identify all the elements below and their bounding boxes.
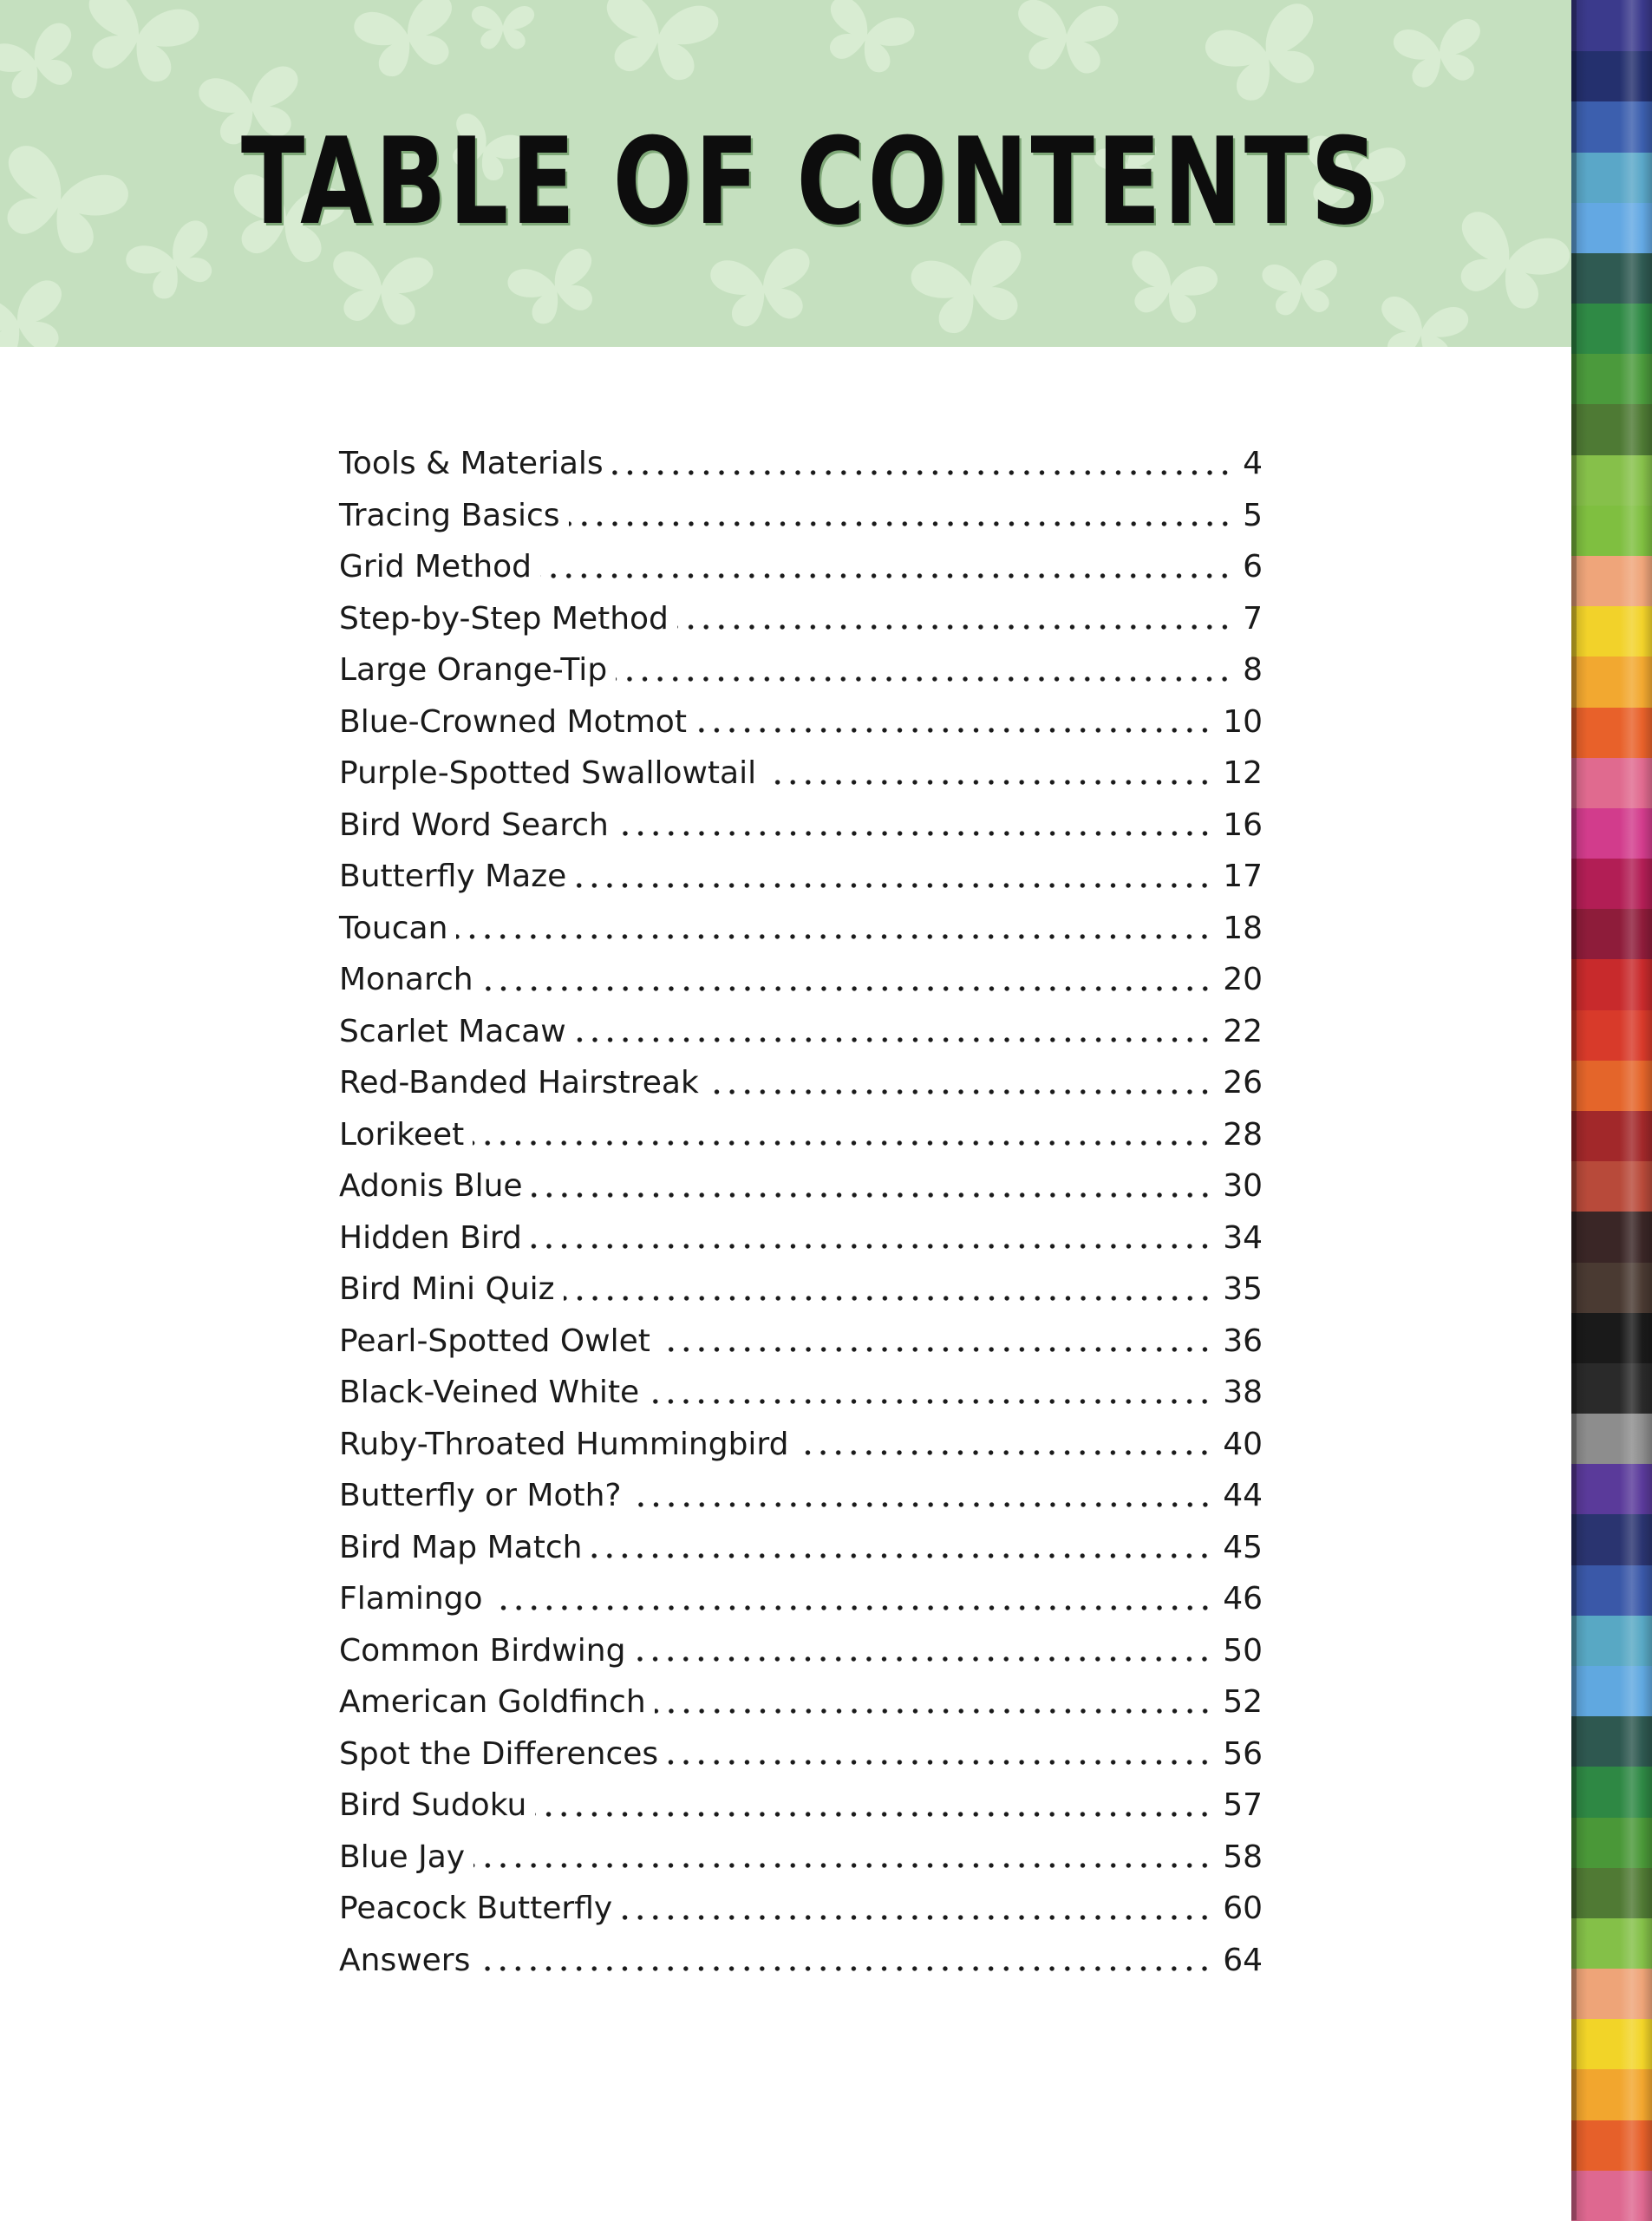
toc-entry-page-number: 18 <box>1223 910 1263 946</box>
pencil <box>1571 1766 1652 1817</box>
toc-dot-leader <box>473 1140 1212 1146</box>
toc-dot-leader <box>659 1346 1212 1353</box>
pencil <box>1571 1817 1652 1868</box>
toc-entry-page-number: 36 <box>1223 1323 1263 1359</box>
toc-entry[interactable] <box>339 1832 1263 1884</box>
toc-entry-page-number: 20 <box>1223 962 1263 997</box>
pencil <box>1571 1009 1652 1061</box>
toc-entry-title: Butterfly Maze <box>339 859 567 894</box>
toc-dot-leader <box>532 1192 1213 1199</box>
toc-dot-leader <box>612 469 1232 476</box>
toc-entry-page-number: 30 <box>1223 1168 1263 1204</box>
toc-dot-leader <box>456 933 1212 940</box>
pencil <box>1571 1262 1652 1313</box>
toc-dot-leader <box>617 830 1212 837</box>
pencil <box>1571 303 1652 354</box>
pencil <box>1571 252 1652 304</box>
toc-entry-page-number: 46 <box>1223 1581 1263 1617</box>
toc-entry-page-number: 4 <box>1243 446 1263 481</box>
toc-entry[interactable] <box>339 1212 1263 1264</box>
toc-entry-title: Large Orange-Tip <box>339 652 608 688</box>
toc-dot-leader <box>479 1965 1212 1972</box>
butterfly-icon <box>0 277 75 347</box>
toc-dot-leader <box>482 985 1213 992</box>
toc-entry[interactable] <box>339 1780 1263 1832</box>
toc-entry[interactable] <box>339 438 1263 490</box>
butterfly-icon <box>74 0 203 89</box>
toc-entry[interactable] <box>339 1419 1263 1471</box>
toc-entry-title: Tools & Materials <box>339 446 604 481</box>
toc-entry-title: Butterfly or Moth? <box>339 1478 622 1513</box>
toc-entry-title: Hidden Bird <box>339 1219 522 1256</box>
pencil <box>1571 202 1652 253</box>
toc-entry[interactable] <box>339 954 1263 1006</box>
pencil <box>1571 2170 1652 2221</box>
pencil <box>1571 958 1652 1009</box>
toc-entry-page-number: 57 <box>1223 1787 1263 1823</box>
pencil <box>1571 1362 1652 1414</box>
toc-dot-leader <box>575 882 1212 889</box>
toc-dot-leader <box>535 1811 1212 1818</box>
toc-entry[interactable] <box>339 1676 1263 1728</box>
pencil <box>1571 807 1652 859</box>
toc-entry-title: American Goldfinch <box>339 1684 646 1720</box>
pencil <box>1571 1615 1652 1666</box>
toc-entry-title: Red-Banded Hairstreak <box>339 1065 699 1101</box>
toc-entry-page-number: 17 <box>1223 859 1263 894</box>
butterfly-icon <box>597 0 722 85</box>
pencil <box>1571 1917 1652 1969</box>
butterfly-icon <box>351 0 466 83</box>
toc-entry-page-number: 8 <box>1243 652 1263 688</box>
pencil <box>1571 707 1652 758</box>
toc-dot-leader <box>797 1449 1212 1456</box>
toc-entry-page-number: 10 <box>1223 703 1263 740</box>
butterfly-icon <box>1442 207 1571 318</box>
toc-entry[interactable] <box>339 1367 1263 1419</box>
butterfly-icon <box>329 250 434 327</box>
table-of-contents <box>339 438 1263 1986</box>
toc-entry[interactable] <box>339 1935 1263 1987</box>
toc-entry-title: Purple-Spotted Swallowtail <box>339 755 757 791</box>
toc-entry-page-number: 28 <box>1223 1116 1263 1153</box>
toc-entry-page-number: 50 <box>1223 1632 1263 1669</box>
toc-entry[interactable] <box>339 644 1263 696</box>
toc-entry-title: Answers <box>339 1942 471 1978</box>
toc-entry-page-number: 7 <box>1243 600 1263 637</box>
toc-entry-page-number: 58 <box>1223 1839 1263 1875</box>
pencil <box>1571 1110 1652 1161</box>
toc-entry[interactable] <box>339 541 1263 593</box>
colored-pencils-edge <box>1571 0 1652 2220</box>
butterfly-icon <box>1201 0 1334 110</box>
toc-entry[interactable] <box>339 1573 1263 1625</box>
pencil <box>1571 1463 1652 1514</box>
toc-dot-leader <box>667 1759 1212 1766</box>
toc-entry-title: Adonis Blue <box>339 1168 523 1204</box>
toc-entry[interactable] <box>339 1728 1263 1780</box>
toc-entry-title: Scarlet Macaw <box>339 1013 566 1049</box>
toc-dot-leader <box>695 727 1212 734</box>
pencil <box>1571 403 1652 454</box>
butterfly-icon <box>0 19 87 106</box>
pencil <box>1571 656 1652 707</box>
pencil <box>1571 757 1652 808</box>
pencil <box>1571 1968 1652 2019</box>
toc-entry-title: Common Birdwing <box>339 1632 626 1669</box>
toc-dot-leader <box>621 1914 1212 1921</box>
toc-entry[interactable] <box>339 748 1263 800</box>
butterfly-icon <box>472 6 534 49</box>
toc-entry-page-number: 34 <box>1223 1219 1263 1256</box>
toc-entry[interactable] <box>339 696 1263 748</box>
toc-entry-page-number: 6 <box>1243 549 1263 585</box>
pencil <box>1571 1211 1652 1262</box>
toc-entry-title: Tracing Basics <box>339 497 560 533</box>
toc-entry-page-number: 64 <box>1223 1942 1263 1978</box>
toc-entry[interactable] <box>339 1057 1263 1109</box>
page-title: TABLE OF CONTENTS <box>240 112 1381 251</box>
toc-entry-title: Lorikeet <box>339 1116 465 1153</box>
toc-dot-leader <box>765 779 1212 786</box>
toc-entry-title: Monarch <box>339 962 473 997</box>
pencil <box>1571 605 1652 657</box>
toc-dot-leader <box>531 1243 1212 1250</box>
toc-dot-leader <box>591 1552 1212 1559</box>
toc-dot-leader <box>569 520 1233 527</box>
toc-entry[interactable] <box>339 903 1263 955</box>
toc-entry-page-number: 40 <box>1223 1426 1263 1462</box>
butterfly-icon <box>0 140 134 264</box>
toc-dot-leader <box>677 624 1232 630</box>
toc-entry-page-number: 45 <box>1223 1529 1263 1565</box>
pencil <box>1571 454 1652 506</box>
pencil <box>1571 0 1652 51</box>
toc-entry[interactable] <box>339 1625 1263 1677</box>
toc-entry[interactable] <box>339 593 1263 645</box>
toc-entry[interactable] <box>339 1264 1263 1316</box>
pencil <box>1571 1160 1652 1212</box>
toc-entry[interactable] <box>339 1160 1263 1212</box>
toc-dot-leader <box>540 572 1232 579</box>
pencil <box>1571 908 1652 959</box>
toc-entry-title: Black-Veined White <box>339 1375 640 1410</box>
butterfly-icon <box>815 0 918 80</box>
toc-entry-title: Ruby-Throated Hummingbird <box>339 1426 789 1462</box>
pencil <box>1571 101 1652 152</box>
toc-entry-title: Flamingo <box>339 1581 483 1617</box>
toc-entry-title: Bird Map Match <box>339 1529 583 1565</box>
toc-entry-page-number: 60 <box>1223 1891 1263 1926</box>
toc-entry-page-number: 44 <box>1223 1478 1263 1513</box>
toc-entry-page-number: 56 <box>1223 1735 1263 1772</box>
toc-entry-title: Bird Mini Quiz <box>339 1271 555 1307</box>
toc-entry[interactable] <box>339 800 1263 852</box>
toc-entry[interactable] <box>339 851 1263 903</box>
toc-dot-leader <box>648 1398 1212 1405</box>
toc-entry-title: Step-by-Step Method <box>339 600 669 637</box>
toc-entry[interactable] <box>339 490 1263 542</box>
toc-dot-leader <box>655 1708 1213 1715</box>
pencil <box>1571 50 1652 101</box>
pencil <box>1571 555 1652 606</box>
butterfly-icon <box>1374 294 1471 347</box>
pencil <box>1571 2018 1652 2069</box>
pencil <box>1571 858 1652 909</box>
toc-entry-page-number: 5 <box>1243 497 1263 533</box>
pencil-strip-shadow <box>1571 0 1577 2220</box>
toc-entry-page-number: 16 <box>1223 807 1263 843</box>
toc-entry-page-number: 22 <box>1223 1013 1263 1049</box>
toc-dot-leader <box>473 1862 1212 1869</box>
toc-entry-title: Blue Jay <box>339 1839 466 1875</box>
toc-dot-leader <box>492 1604 1213 1611</box>
butterfly-icon <box>1014 0 1120 75</box>
toc-dot-leader <box>708 1088 1212 1095</box>
toc-entry-page-number: 35 <box>1223 1271 1263 1307</box>
toc-entry[interactable] <box>339 1470 1263 1522</box>
toc-entry[interactable] <box>339 1883 1263 1935</box>
pencil <box>1571 1312 1652 1363</box>
pencil <box>1571 1867 1652 1918</box>
pencil <box>1571 2120 1652 2171</box>
pencil <box>1571 1715 1652 1767</box>
pencil <box>1571 1564 1652 1616</box>
pencil <box>1571 1665 1652 1716</box>
toc-dot-leader <box>634 1656 1212 1662</box>
pencil <box>1571 505 1652 556</box>
toc-entry-title: Blue-Crowned Motmot <box>339 703 687 740</box>
toc-dot-leader <box>630 1501 1213 1508</box>
toc-entry-title: Toucan <box>339 910 448 946</box>
pencil <box>1571 353 1652 404</box>
pencil <box>1571 1060 1652 1111</box>
pencil <box>1571 1413 1652 1464</box>
toc-entry-page-number: 38 <box>1223 1375 1263 1410</box>
toc-entry[interactable] <box>339 1109 1263 1161</box>
toc-entry-title: Bird Word Search <box>339 807 609 843</box>
header-banner <box>0 0 1571 347</box>
toc-entry-title: Bird Sudoku <box>339 1787 527 1823</box>
toc-entry-title: Peacock Butterfly <box>339 1891 613 1926</box>
toc-dot-leader <box>616 676 1232 683</box>
toc-dot-leader <box>564 1295 1213 1302</box>
toc-entry[interactable] <box>339 1316 1263 1368</box>
toc-entry-page-number: 26 <box>1223 1065 1263 1101</box>
toc-entry[interactable] <box>339 1522 1263 1574</box>
toc-entry-title: Pearl-Spotted Owlet <box>339 1323 650 1359</box>
toc-entry-title: Grid Method <box>339 549 532 585</box>
toc-entry-page-number: 52 <box>1223 1684 1263 1720</box>
pencil <box>1571 152 1652 203</box>
toc-entry-page-number: 12 <box>1223 755 1263 791</box>
toc-entry[interactable] <box>339 1006 1263 1058</box>
toc-entry-title: Spot the Differences <box>339 1735 659 1772</box>
pencil <box>1571 2068 1652 2120</box>
butterfly-icon <box>1261 259 1341 317</box>
pencil <box>1571 1513 1652 1564</box>
toc-dot-leader <box>575 1036 1213 1043</box>
butterfly-icon <box>1392 16 1489 91</box>
